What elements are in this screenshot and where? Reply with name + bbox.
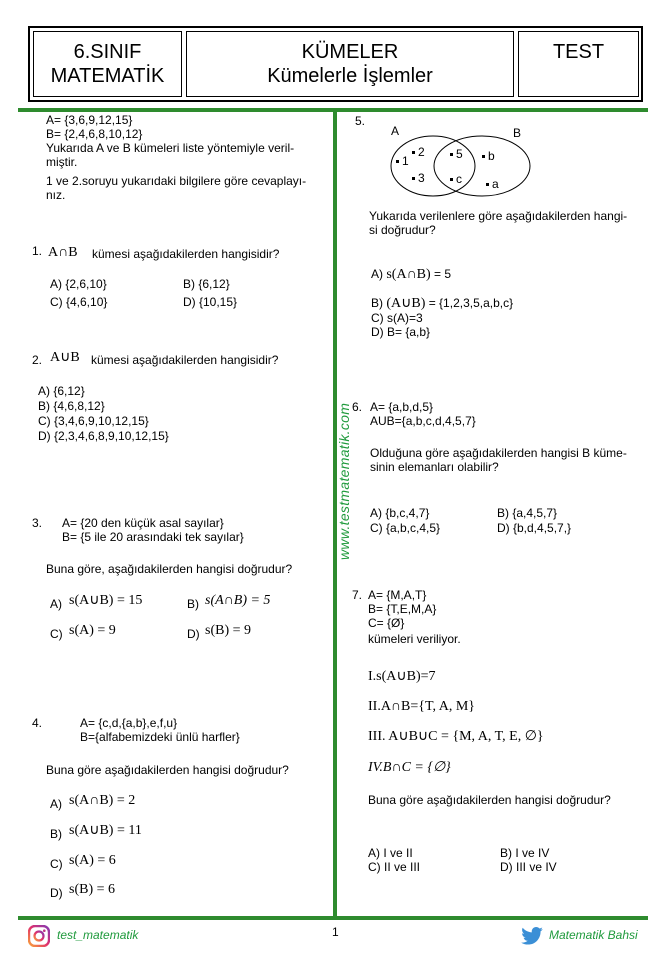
q7-set-a: A= {M,A,T} bbox=[368, 588, 427, 602]
q7-sets-given: kümeleri veriliyor. bbox=[368, 632, 461, 646]
page-number: 1 bbox=[332, 925, 339, 939]
set-b-def: B= {2,4,6,8,10,12} bbox=[46, 127, 143, 141]
q3-option-d-expr[interactable]: s(B) = 9 bbox=[205, 623, 252, 638]
q1-option-a[interactable]: A) {2,6,10} bbox=[50, 277, 107, 291]
q6-set-a: A= {a,b,d,5} bbox=[370, 400, 434, 414]
footer-divider bbox=[18, 916, 648, 920]
header-box bbox=[28, 26, 643, 102]
q7-option-d[interactable]: D) III ve IV bbox=[500, 860, 557, 874]
q3-option-a-expr[interactable]: s(A∪B) = 15 bbox=[69, 593, 143, 608]
q3-option-c-label[interactable]: C) bbox=[50, 627, 63, 641]
q2-option-d[interactable]: D) {2,3,4,6,8,9,10,12,15} bbox=[38, 429, 169, 443]
twitter-handle[interactable]: Matematik Bahsi bbox=[549, 928, 638, 942]
venn-label-a: A bbox=[391, 124, 400, 138]
q4-option-a-label[interactable]: A) bbox=[50, 797, 62, 811]
venn-elem-1: 1 bbox=[396, 154, 409, 168]
q3-set-b: B= {5 ile 20 arasındaki tek sayılar} bbox=[62, 530, 244, 544]
header-subtopic: Kümelerle İşlemler bbox=[267, 65, 433, 87]
q7-set-c: C= {Ø} bbox=[368, 616, 405, 630]
q3-option-b-label[interactable]: B) bbox=[187, 597, 199, 611]
q3-option-a-label[interactable]: A) bbox=[50, 597, 62, 611]
venn-elem-5: 5 bbox=[450, 147, 463, 161]
q3-option-b-expr[interactable]: s(A∩B) = 5 bbox=[205, 593, 271, 608]
header-test-cell bbox=[518, 31, 639, 97]
q3-question: Buna göre, aşağıdakilerden hangisi doğrudur? bbox=[46, 562, 293, 576]
header-subject: MATEMATİK bbox=[50, 65, 165, 87]
intro-text-2: miştir. bbox=[46, 155, 78, 169]
venn-elem-c: c bbox=[450, 172, 462, 186]
instagram-icon[interactable] bbox=[28, 925, 50, 947]
q7-statement-2: II.A∩B={T, A, M} bbox=[368, 699, 476, 714]
header-class: 6.SINIF bbox=[73, 41, 142, 63]
q5-option-a-value: = 5 bbox=[430, 267, 452, 281]
q6-number: 6. bbox=[352, 400, 363, 414]
q2-option-a[interactable]: A) {6,12} bbox=[38, 384, 85, 398]
q6-option-a[interactable]: A) {b,c,4,7} bbox=[370, 506, 430, 520]
q5-option-b-expr: (A∪B) bbox=[386, 296, 426, 311]
q5-question-2: si doğrudur? bbox=[369, 223, 436, 237]
q3-option-c-expr[interactable]: s(A) = 9 bbox=[69, 623, 116, 638]
twitter-icon[interactable] bbox=[521, 927, 543, 945]
q4-option-c-label[interactable]: C) bbox=[50, 857, 63, 871]
intro-text-3: 1 ve 2.soruyu yukarıdaki bilgilere göre cevaplayı- bbox=[46, 174, 307, 188]
q1-option-b[interactable]: B) {6,12} bbox=[183, 277, 230, 291]
q1-number: 1. bbox=[32, 244, 43, 258]
q7-question: Buna göre aşağıdakilerden hangisi doğrudur? bbox=[368, 793, 611, 807]
q4-option-b-expr[interactable]: s(A∪B) = 11 bbox=[69, 823, 142, 838]
intro-text-1: Yukarıda A ve B kümeleri liste yöntemiyle veril- bbox=[46, 141, 295, 155]
q6-option-d[interactable]: D) {b,d,4,5,7,} bbox=[497, 521, 572, 535]
q7-set-b: B= {T,E,M,A} bbox=[368, 602, 437, 616]
q4-question: Buna göre aşağıdakilerden hangisi doğrudur? bbox=[46, 763, 289, 777]
q5-option-a-expr: s(A∩B) bbox=[386, 267, 431, 282]
header-class-cell bbox=[33, 31, 182, 97]
q4-number: 4. bbox=[32, 716, 43, 730]
q7-number: 7. bbox=[352, 588, 363, 602]
q3-number: 3. bbox=[32, 516, 43, 530]
q6-union: AUB={a,b,c,d,4,5,7} bbox=[370, 414, 476, 428]
q5-option-a-label: A) bbox=[371, 267, 383, 281]
q2-expr: A∪B bbox=[50, 350, 80, 365]
q1-option-d[interactable]: D) {10,15} bbox=[183, 295, 238, 309]
q5-option-b[interactable] bbox=[371, 296, 513, 311]
q5-option-d[interactable]: D) B= {a,b} bbox=[371, 325, 431, 339]
venn-elem-b: b bbox=[482, 149, 495, 163]
q5-question-1: Yukarıda verilenlere göre aşağıdakilerden hangi- bbox=[369, 209, 628, 223]
q3-option-d-label[interactable]: D) bbox=[187, 627, 200, 641]
q4-option-c-expr[interactable]: s(A) = 6 bbox=[69, 853, 116, 868]
q7-statement-4: IV.B∩C = {∅} bbox=[368, 760, 451, 775]
q5-option-b-label: B) bbox=[371, 296, 383, 310]
q5-option-c[interactable]: C) s(A)=3 bbox=[371, 311, 423, 325]
q5-option-b-value: = {1,2,3,5,a,b,c} bbox=[425, 296, 514, 310]
watermark: www.testmatematik.com bbox=[336, 402, 352, 560]
q6-option-c[interactable]: C) {a,b,c,4,5} bbox=[370, 521, 441, 535]
q2-option-b[interactable]: B) {4,6,8,12} bbox=[38, 399, 105, 413]
q2-number: 2. bbox=[32, 353, 43, 367]
header-test: TEST bbox=[552, 41, 605, 63]
intro-text-4: nız. bbox=[46, 188, 66, 202]
q4-option-d-label[interactable]: D) bbox=[50, 886, 63, 900]
q7-option-b[interactable]: B) I ve IV bbox=[500, 846, 550, 860]
venn-elem-a: a bbox=[486, 177, 499, 191]
q6-option-b[interactable]: B) {a,4,5,7} bbox=[497, 506, 558, 520]
q4-option-d-expr[interactable]: s(B) = 6 bbox=[69, 882, 116, 897]
header-topic: KÜMELER bbox=[301, 41, 399, 63]
q2-text: kümesi aşağıdakilerden hangisidir? bbox=[91, 353, 279, 367]
q2-option-c[interactable]: C) {3,4,6,9,10,12,15} bbox=[38, 414, 149, 428]
venn-elem-3: 3 bbox=[412, 171, 425, 185]
instagram-handle[interactable]: test_matematik bbox=[57, 928, 139, 942]
q7-option-a[interactable]: A) I ve II bbox=[368, 846, 413, 860]
q7-statement-3: III. A∪B∪C = {M, A, T, E, ∅} bbox=[368, 729, 544, 744]
venn-label-b: B bbox=[513, 126, 522, 140]
q3-set-a: A= {20 den küçük asal sayılar} bbox=[62, 516, 224, 530]
venn-elem-2: 2 bbox=[412, 145, 425, 159]
q6-question-1: Olduğuna göre aşağıdakilerden hangisi B küme- bbox=[370, 446, 627, 460]
q1-text: kümesi aşağıdakilerden hangisidir? bbox=[92, 247, 280, 261]
set-a-def: A= {3,6,9,12,15} bbox=[46, 113, 133, 127]
header-topic-cell bbox=[186, 31, 514, 97]
q4-set-a: A= {c,d,{a,b},e,f,u} bbox=[80, 716, 178, 730]
q4-set-b: B={alfabemizdeki ünlü harfler} bbox=[80, 730, 240, 744]
venn-circle-b bbox=[434, 136, 530, 196]
q1-option-c[interactable]: C) {4,6,10} bbox=[50, 295, 108, 309]
q5-option-a[interactable] bbox=[371, 267, 451, 282]
q7-statement-1: I.s(A∪B)=7 bbox=[368, 669, 436, 684]
q1-expr: A∩B bbox=[48, 245, 78, 260]
q4-option-a-expr[interactable]: s(A∩B) = 2 bbox=[69, 793, 136, 808]
q5-number: 5. bbox=[355, 114, 366, 128]
q7-option-c[interactable]: C) II ve III bbox=[368, 860, 421, 874]
q6-question-2: sinin elemanları olabilir? bbox=[370, 460, 499, 474]
q4-option-b-label[interactable]: B) bbox=[50, 827, 62, 841]
